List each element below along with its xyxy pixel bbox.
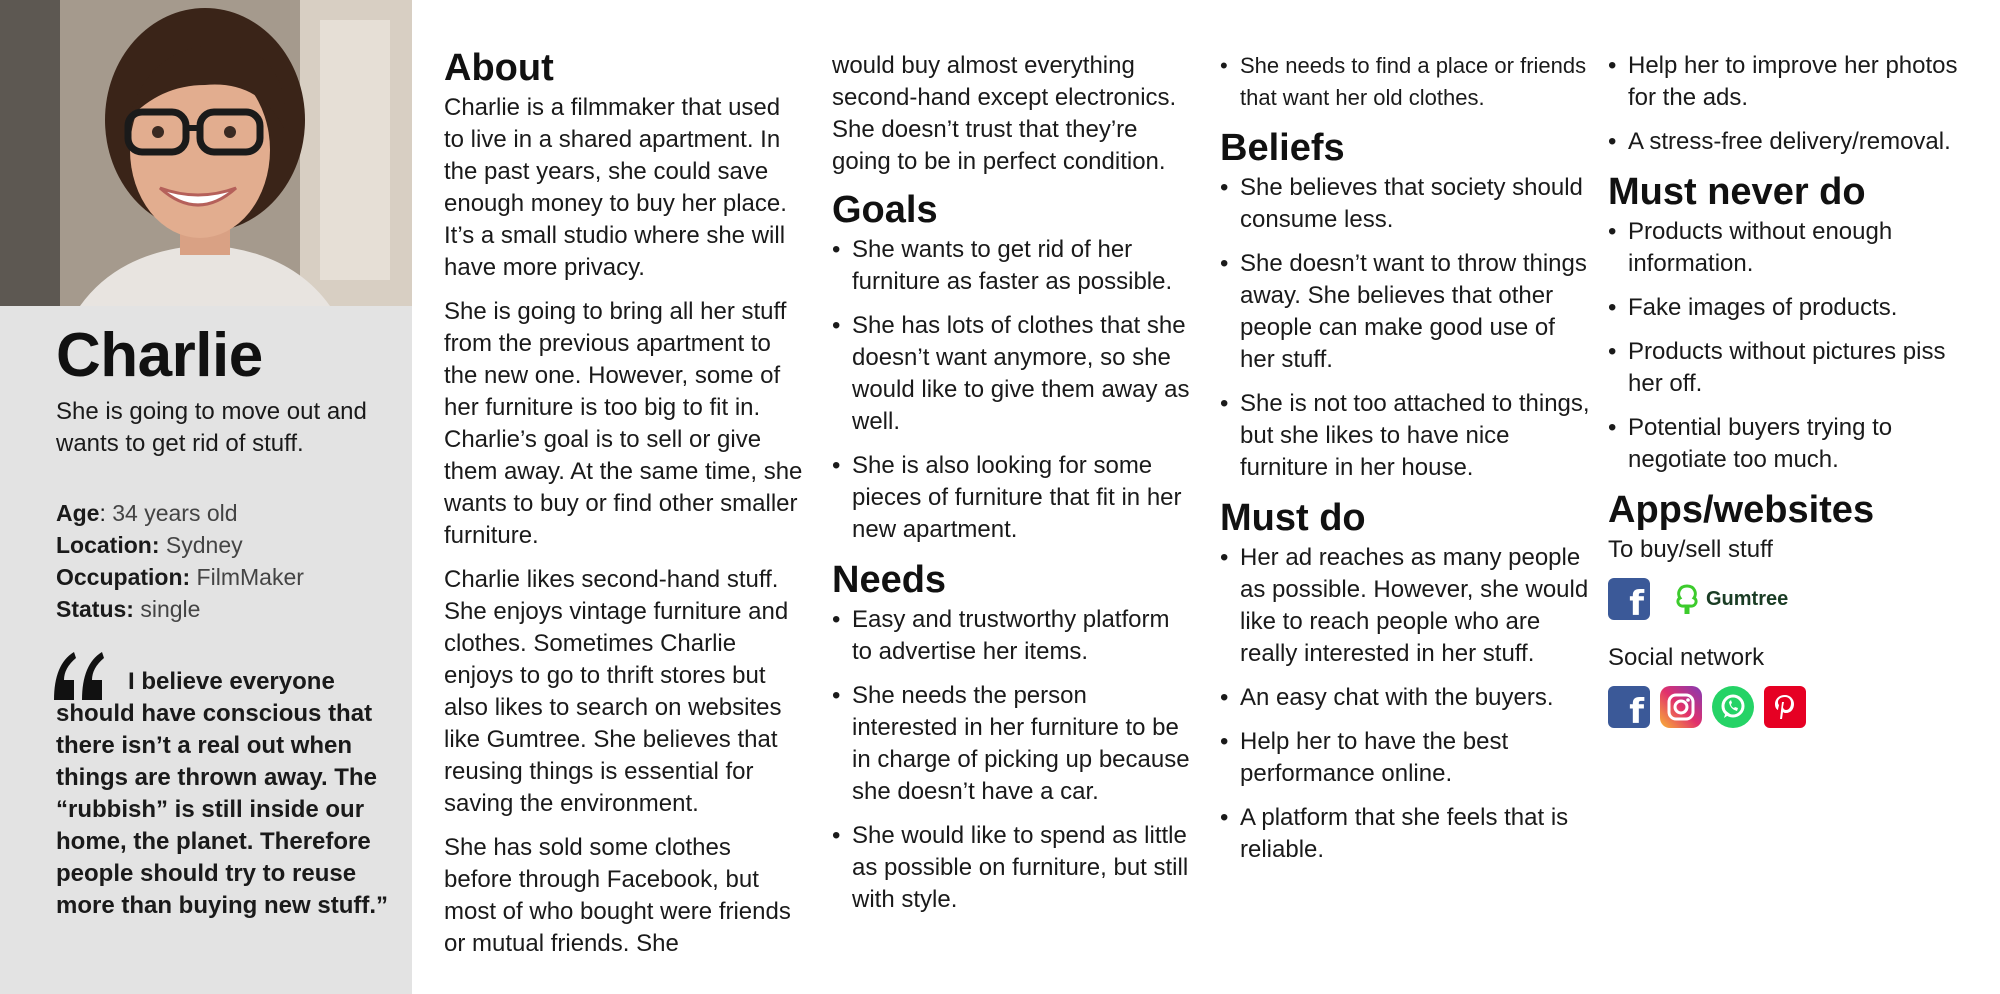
fact-label: Location: bbox=[56, 532, 160, 558]
fact-value: 34 years old bbox=[105, 500, 238, 526]
about-paragraph: Charlie is a filmmaker that used to live in a shared apartment. In the past years, she could save enough money to buy her place. It’s a small studio where she will have more privacy. bbox=[444, 94, 787, 281]
profile-photo bbox=[0, 0, 412, 306]
list-item: • Easy and trustworthy platform to advertise her items. bbox=[832, 604, 1192, 668]
about-paragraph: She is going to bring all her stuff from the previous apartment to the new one. However, some of her furniture is too big to fit in. Charlie’s goal is to sell or give them away. At the same time, she wants to buy or find other smaller furniture. bbox=[444, 298, 803, 549]
list-item: • She is also looking for some pieces of furniture that fit in her new apartment. bbox=[832, 450, 1192, 546]
fact-age bbox=[56, 497, 396, 529]
fact-location bbox=[56, 529, 396, 561]
social-network-label: Social network bbox=[1608, 644, 1765, 671]
fact-label: Occupation: bbox=[56, 564, 191, 590]
buy-sell-apps bbox=[1608, 578, 1984, 624]
fact-occupation bbox=[56, 561, 396, 593]
fact-value: single bbox=[133, 596, 201, 622]
about-paragraph: She has sold some clothes before through Facebook, but most of who bought were friends or mutual friends. She bbox=[444, 834, 791, 957]
goals-heading: Goals bbox=[832, 189, 938, 231]
list-item: • Products without enough information. bbox=[1608, 216, 1984, 280]
list-item: • Her ad reaches as many people as possible. However, she would like to reach people who are really interested in her stuff. bbox=[1220, 542, 1590, 670]
must-do-heading: Must do bbox=[1220, 497, 1366, 539]
persona-facts bbox=[56, 497, 396, 625]
gumtree-label: Gumtree bbox=[1706, 588, 1789, 610]
list-item: • She needs the person interested in her furniture to be in charge of picking up because she doesn’t have a car. bbox=[832, 680, 1192, 808]
fact-separator: : bbox=[99, 500, 106, 526]
about-column bbox=[444, 46, 804, 972]
list-item: • She wants to get rid of her furniture as faster as possible. bbox=[832, 234, 1192, 298]
about-heading: About bbox=[444, 47, 554, 89]
list-item: • She would like to spend as little as possible on furniture, but still with style. bbox=[832, 820, 1192, 916]
beliefs-column bbox=[1220, 50, 1590, 878]
fact-label: Age bbox=[56, 500, 100, 526]
gumtree-logo bbox=[1674, 583, 1788, 615]
buy-sell-label: To buy/sell stuff bbox=[1608, 536, 1773, 563]
apps-heading: Apps/websites bbox=[1608, 489, 1875, 531]
list-item: • Potential buyers trying to negotiate too much. bbox=[1608, 412, 1984, 476]
list-item: • Products without pictures piss her off. bbox=[1608, 336, 1984, 400]
list-item: • A stress-free delivery/removal. bbox=[1608, 126, 1984, 158]
persona-quote: I believe everyone should have conscious that there isn’t a real out when things are thrown away. The “rubbish” is still inside our home, the planet. Therefore people should try to reuse more than buying new stuff.” bbox=[56, 668, 389, 919]
list-item: • She doesn’t want to throw things away. She believes that other people can make good use of her stuff. bbox=[1220, 248, 1590, 376]
persona-tagline: She is going to move out and wants to get rid of stuff. bbox=[56, 398, 367, 457]
list-item: • Help her to improve her photos for the ads. bbox=[1608, 50, 1984, 114]
pinterest-icon bbox=[1764, 686, 1806, 728]
must-never-do-heading: Must never do bbox=[1608, 171, 1866, 213]
beliefs-heading: Beliefs bbox=[1220, 127, 1345, 169]
fact-status bbox=[56, 593, 396, 625]
facebook-icon bbox=[1608, 578, 1650, 624]
fact-label: Status: bbox=[56, 596, 134, 622]
profile-panel bbox=[0, 0, 412, 994]
must-never-do-list bbox=[1608, 216, 1984, 476]
needs-list bbox=[832, 604, 1192, 916]
list-item: • A platform that she feels that is reliable. bbox=[1220, 802, 1590, 866]
persona-name: Charlie bbox=[56, 321, 263, 390]
list-item: • She needs to find a place or friends that want her old clothes. bbox=[1220, 50, 1590, 114]
list-item: • She has lots of clothes that she doesn’t want anymore, so she would like to give them away as well. bbox=[832, 310, 1192, 438]
list-item: • She believes that society should consume less. bbox=[1220, 172, 1590, 236]
list-item: • She is not too attached to things, but she likes to have nice furniture in her house. bbox=[1220, 388, 1590, 484]
instagram-icon bbox=[1660, 686, 1702, 728]
list-item: • Help her to have the best performance online. bbox=[1220, 726, 1590, 790]
apps-column bbox=[1608, 50, 1984, 750]
social-apps bbox=[1608, 686, 1984, 732]
must-do-list-continued bbox=[1608, 50, 1984, 158]
list-item: • An easy chat with the buyers. bbox=[1220, 682, 1590, 714]
facebook-glyph: f bbox=[1629, 692, 1644, 732]
facebook-glyph: f bbox=[1629, 584, 1644, 624]
gumtree-tree-icon bbox=[1674, 584, 1700, 614]
beliefs-list bbox=[1220, 172, 1590, 484]
about-paragraph: would buy almost everything second-hand except electronics. She doesn’t trust that they’re going to be in perfect condition. bbox=[832, 52, 1177, 175]
facebook-icon bbox=[1608, 686, 1650, 732]
about-paragraph: Charlie likes second-hand stuff. She enjoys vintage furniture and clothes. Sometimes Charlie enjoys to go to thrift stores but also likes to search on websites like Gumtree. She believes that reusing things is essential for saving the environment. bbox=[444, 566, 789, 817]
list-item: • Fake images of products. bbox=[1608, 292, 1984, 324]
needs-list-continued bbox=[1220, 50, 1590, 114]
fact-value: FilmMaker bbox=[190, 564, 304, 590]
goals-list bbox=[832, 234, 1192, 546]
needs-heading: Needs bbox=[832, 559, 947, 601]
goals-needs-column bbox=[832, 50, 1192, 928]
must-do-list bbox=[1220, 542, 1590, 866]
fact-value: Sydney bbox=[159, 532, 243, 558]
whatsapp-icon bbox=[1712, 686, 1754, 728]
